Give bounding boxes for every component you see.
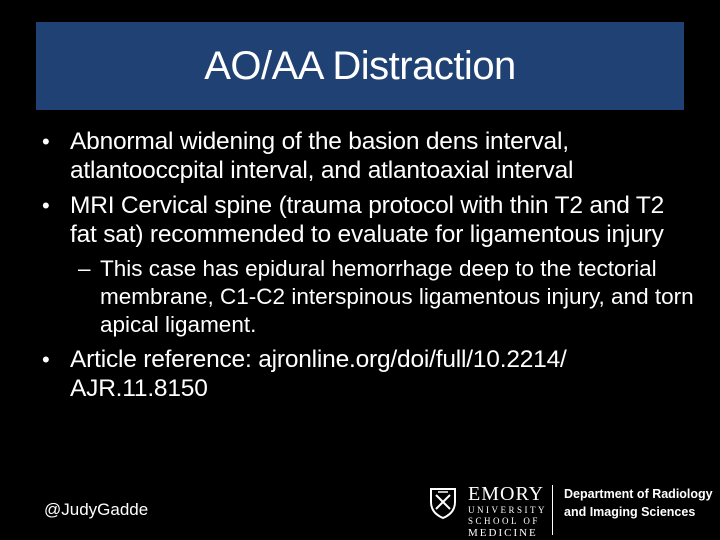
- slide-title: AO/AA Distraction: [204, 43, 516, 88]
- bullet-dot-icon: •: [42, 129, 50, 154]
- emory-logo: [428, 483, 718, 537]
- logo-divider: [552, 485, 553, 535]
- bullet-dot-icon: •: [42, 193, 50, 218]
- slide-content: [36, 127, 696, 409]
- reference-line-2: AJR.11.8150: [70, 375, 208, 402]
- emory-wordmark: EMORY: [468, 483, 545, 505]
- reference-line-1: Article reference: ajronline.org/doi/full/10.2214/: [70, 346, 567, 373]
- bullet-item: [36, 191, 696, 249]
- sub-bullet-text: This case has epidural hemorrhage deep to the tectorial membrane, C1-C2 interspinous ligamentous injury, and torn apical ligament.: [100, 256, 694, 337]
- dept-line-2: and Imaging Sciences: [564, 505, 696, 519]
- bullet-text: MRI Cervical spine (trauma protocol with thin T2 and T2 fat sat) recommended to evaluate for ligamentous injury: [70, 192, 665, 248]
- university-label: UNIVERSITY: [468, 505, 547, 515]
- dept-line-1: Department of Radiology: [564, 487, 713, 501]
- bullet-item: [36, 127, 696, 185]
- twitter-handle: @JudyGadde: [44, 500, 149, 519]
- dash-icon: –: [78, 256, 91, 281]
- bullet-item: [36, 345, 696, 403]
- school-of-label: SCHOOL OF: [468, 516, 540, 526]
- sub-bullet-item: [36, 255, 696, 339]
- bullet-dot-icon: •: [42, 347, 50, 372]
- bullet-text: Abnormal widening of the basion dens interval, atlantooccpital interval, and atlantoaxial interval: [70, 128, 574, 184]
- title-bar: [36, 22, 684, 110]
- medicine-label: MEDICINE: [468, 527, 538, 539]
- emory-shield-icon: [428, 486, 458, 520]
- bullet-text: [70, 346, 567, 402]
